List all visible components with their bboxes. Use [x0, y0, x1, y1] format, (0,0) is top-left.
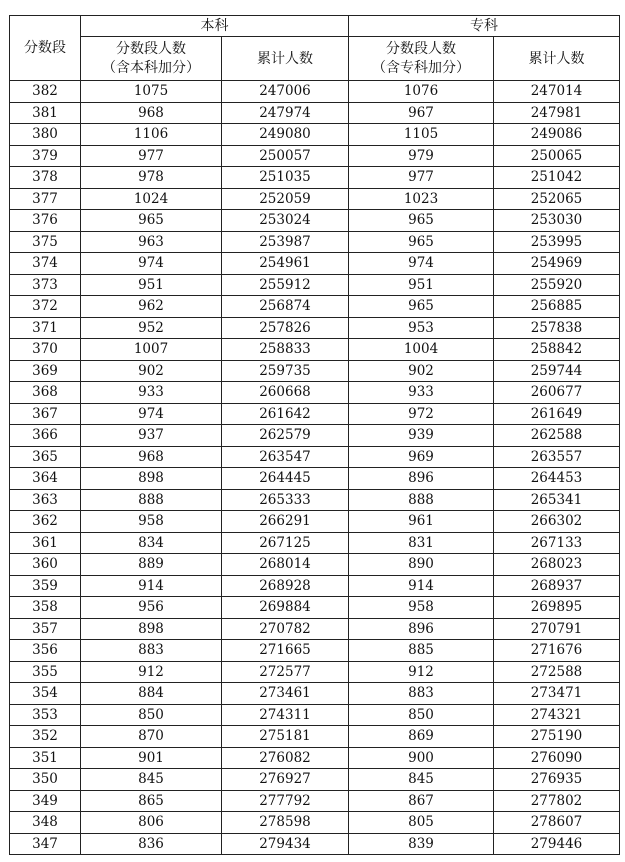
table-row — [10, 145, 620, 167]
score-cell: 353 — [10, 704, 81, 726]
vocational-count-cell: 805 — [349, 812, 494, 834]
vocational-group-header: 专科 — [349, 16, 620, 37]
table-row — [10, 812, 620, 834]
vocational-count-cell: 869 — [349, 726, 494, 748]
undergraduate-count-cell: 884 — [81, 683, 222, 705]
undergraduate-cumulative-cell: 276927 — [222, 769, 349, 791]
table-row — [10, 683, 620, 705]
table-row — [10, 253, 620, 275]
undergraduate-count-cell: 978 — [81, 167, 222, 189]
vocational-count-cell: 961 — [349, 511, 494, 533]
score-cell: 360 — [10, 554, 81, 576]
undergraduate-count-header-line2: （含本科加分） — [102, 59, 200, 76]
vocational-count-cell: 1076 — [349, 81, 494, 103]
undergraduate-count-cell: 898 — [81, 468, 222, 490]
table-row — [10, 382, 620, 404]
undergraduate-cumulative-cell: 247006 — [222, 81, 349, 103]
vocational-count-cell: 951 — [349, 274, 494, 296]
vocational-cumulative-cell: 251042 — [494, 167, 620, 189]
undergraduate-count-cell: 956 — [81, 597, 222, 619]
undergraduate-count-cell: 850 — [81, 704, 222, 726]
undergraduate-count-cell: 865 — [81, 790, 222, 812]
table-row — [10, 274, 620, 296]
table-row — [10, 468, 620, 490]
vocational-count-header-line1: 分数段人数 — [386, 40, 456, 57]
vocational-count-cell: 979 — [349, 145, 494, 167]
undergraduate-count-cell: 963 — [81, 231, 222, 253]
vocational-cumulative-cell: 258842 — [494, 339, 620, 361]
vocational-cumulative-cell: 254969 — [494, 253, 620, 275]
vocational-cumulative-cell: 265341 — [494, 489, 620, 511]
table-row — [10, 661, 620, 683]
score-cell: 370 — [10, 339, 81, 361]
vocational-cumulative-cell: 257838 — [494, 317, 620, 339]
vocational-count-cell: 1023 — [349, 188, 494, 210]
vocational-cumulative-cell: 278607 — [494, 812, 620, 834]
score-column-header: 分数段 — [10, 16, 81, 81]
undergraduate-cumulative-cell: 259735 — [222, 360, 349, 382]
undergraduate-count-cell: 977 — [81, 145, 222, 167]
undergraduate-cumulative-cell: 250057 — [222, 145, 349, 167]
vocational-cumulative-cell: 269895 — [494, 597, 620, 619]
vocational-count-cell: 939 — [349, 425, 494, 447]
undergraduate-count-cell: 845 — [81, 769, 222, 791]
header-group-row — [10, 16, 620, 37]
table-row — [10, 833, 620, 855]
undergraduate-cumulative-cell: 271665 — [222, 640, 349, 662]
score-cell: 365 — [10, 446, 81, 468]
table-row — [10, 532, 620, 554]
undergraduate-count-cell: 968 — [81, 446, 222, 468]
undergraduate-count-cell: 806 — [81, 812, 222, 834]
table-row — [10, 360, 620, 382]
undergraduate-count-cell: 965 — [81, 210, 222, 232]
undergraduate-cumulative-cell: 275181 — [222, 726, 349, 748]
undergraduate-cumulative-cell: 268014 — [222, 554, 349, 576]
vocational-cumulative-cell: 261649 — [494, 403, 620, 425]
table-row — [10, 102, 620, 124]
vocational-cumulative-cell: 279446 — [494, 833, 620, 855]
undergraduate-cumulative-cell: 255912 — [222, 274, 349, 296]
vocational-cumulative-cell: 266302 — [494, 511, 620, 533]
score-cell: 377 — [10, 188, 81, 210]
vocational-cumulative-cell: 255920 — [494, 274, 620, 296]
vocational-count-cell: 1004 — [349, 339, 494, 361]
score-cell: 362 — [10, 511, 81, 533]
table-row — [10, 425, 620, 447]
vocational-count-cell: 965 — [349, 296, 494, 318]
vocational-count-cell: 850 — [349, 704, 494, 726]
score-cell: 354 — [10, 683, 81, 705]
undergraduate-cumulative-cell: 247974 — [222, 102, 349, 124]
vocational-count-cell: 969 — [349, 446, 494, 468]
score-cell: 355 — [10, 661, 81, 683]
undergraduate-cumulative-cell: 273461 — [222, 683, 349, 705]
table-row — [10, 446, 620, 468]
undergraduate-count-cell: 974 — [81, 253, 222, 275]
table-row — [10, 403, 620, 425]
vocational-cumulative-cell: 272588 — [494, 661, 620, 683]
table-row — [10, 339, 620, 361]
table-header — [10, 16, 620, 81]
undergraduate-count-header-line1: 分数段人数 — [116, 40, 186, 57]
score-cell: 372 — [10, 296, 81, 318]
undergraduate-count-cell: 1075 — [81, 81, 222, 103]
undergraduate-cumulative-cell: 249080 — [222, 124, 349, 146]
score-cell: 361 — [10, 532, 81, 554]
undergraduate-count-cell: 952 — [81, 317, 222, 339]
vocational-cumulative-cell: 253995 — [494, 231, 620, 253]
table-row — [10, 704, 620, 726]
table-row — [10, 489, 620, 511]
undergraduate-count-cell: 870 — [81, 726, 222, 748]
vocational-count-cell: 958 — [349, 597, 494, 619]
score-cell: 367 — [10, 403, 81, 425]
vocational-count-cell: 896 — [349, 618, 494, 640]
vocational-cumulative-cell: 268937 — [494, 575, 620, 597]
vocational-count-cell: 965 — [349, 231, 494, 253]
undergraduate-cumulative-cell: 258833 — [222, 339, 349, 361]
undergraduate-cumulative-cell: 261642 — [222, 403, 349, 425]
table-row — [10, 618, 620, 640]
undergraduate-count-cell: 1024 — [81, 188, 222, 210]
score-cell: 380 — [10, 124, 81, 146]
undergraduate-count-cell: 933 — [81, 382, 222, 404]
vocational-cumulative-cell: 271676 — [494, 640, 620, 662]
vocational-cumulative-cell: 264453 — [494, 468, 620, 490]
table-row — [10, 317, 620, 339]
table-row — [10, 231, 620, 253]
vocational-count-cell: 902 — [349, 360, 494, 382]
vocational-cumulative-cell: 247014 — [494, 81, 620, 103]
undergraduate-count-cell: 836 — [81, 833, 222, 855]
vocational-cumulative-cell: 250065 — [494, 145, 620, 167]
vocational-count-cell: 974 — [349, 253, 494, 275]
undergraduate-count-cell: 1007 — [81, 339, 222, 361]
vocational-cumulative-cell: 253030 — [494, 210, 620, 232]
undergraduate-count-cell: 834 — [81, 532, 222, 554]
vocational-count-cell: 972 — [349, 403, 494, 425]
undergraduate-cumulative-cell: 267125 — [222, 532, 349, 554]
undergraduate-cumulative-cell: 268928 — [222, 575, 349, 597]
score-cell: 350 — [10, 769, 81, 791]
vocational-count-header-line2: （含专科加分） — [372, 59, 470, 76]
table-row — [10, 511, 620, 533]
undergraduate-cumulative-cell: 270782 — [222, 618, 349, 640]
score-cell: 382 — [10, 81, 81, 103]
vocational-cumulative-cell: 249086 — [494, 124, 620, 146]
table-row — [10, 790, 620, 812]
undergraduate-count-cell: 962 — [81, 296, 222, 318]
undergraduate-cumulative-cell: 265333 — [222, 489, 349, 511]
score-cell: 376 — [10, 210, 81, 232]
undergraduate-count-cell: 912 — [81, 661, 222, 683]
undergraduate-count-cell: 889 — [81, 554, 222, 576]
undergraduate-cumulative-cell: 277792 — [222, 790, 349, 812]
vocational-count-cell: 845 — [349, 769, 494, 791]
vocational-cumulative-cell: 270791 — [494, 618, 620, 640]
vocational-count-cell: 831 — [349, 532, 494, 554]
vocational-count-cell: 914 — [349, 575, 494, 597]
vocational-count-cell: 912 — [349, 661, 494, 683]
score-cell: 369 — [10, 360, 81, 382]
score-cell: 359 — [10, 575, 81, 597]
vocational-cumulative-cell: 277802 — [494, 790, 620, 812]
undergraduate-cumulative-cell: 253024 — [222, 210, 349, 232]
table-row — [10, 747, 620, 769]
undergraduate-count-cell: 1106 — [81, 124, 222, 146]
vocational-count-cell: 885 — [349, 640, 494, 662]
undergraduate-cumulative-cell: 264445 — [222, 468, 349, 490]
table-row — [10, 124, 620, 146]
vocational-cumulative-header: 累计人数 — [494, 37, 620, 81]
table-row — [10, 575, 620, 597]
table-row — [10, 769, 620, 791]
undergraduate-cumulative-header: 累计人数 — [222, 37, 349, 81]
vocational-count-cell: 967 — [349, 102, 494, 124]
score-cell: 348 — [10, 812, 81, 834]
undergraduate-cumulative-cell: 279434 — [222, 833, 349, 855]
table-row — [10, 167, 620, 189]
undergraduate-cumulative-cell: 260668 — [222, 382, 349, 404]
vocational-cumulative-cell: 260677 — [494, 382, 620, 404]
score-cell: 349 — [10, 790, 81, 812]
undergraduate-cumulative-cell: 276082 — [222, 747, 349, 769]
undergraduate-count-cell: 883 — [81, 640, 222, 662]
score-cell: 379 — [10, 145, 81, 167]
undergraduate-cumulative-cell: 274311 — [222, 704, 349, 726]
score-cell: 378 — [10, 167, 81, 189]
score-cell: 368 — [10, 382, 81, 404]
undergraduate-cumulative-cell: 278598 — [222, 812, 349, 834]
undergraduate-count-cell: 888 — [81, 489, 222, 511]
score-cell: 371 — [10, 317, 81, 339]
vocational-cumulative-cell: 263557 — [494, 446, 620, 468]
table-row — [10, 554, 620, 576]
score-cell: 347 — [10, 833, 81, 855]
score-cell: 375 — [10, 231, 81, 253]
vocational-cumulative-cell: 268023 — [494, 554, 620, 576]
vocational-cumulative-cell: 256885 — [494, 296, 620, 318]
vocational-count-cell: 896 — [349, 468, 494, 490]
score-cell: 374 — [10, 253, 81, 275]
undergraduate-group-header: 本科 — [81, 16, 349, 37]
undergraduate-count-cell: 901 — [81, 747, 222, 769]
header-sub-row — [10, 37, 620, 81]
vocational-count-cell: 965 — [349, 210, 494, 232]
undergraduate-count-cell: 951 — [81, 274, 222, 296]
score-cell: 364 — [10, 468, 81, 490]
undergraduate-count-cell: 902 — [81, 360, 222, 382]
undergraduate-cumulative-cell: 251035 — [222, 167, 349, 189]
vocational-count-cell: 900 — [349, 747, 494, 769]
vocational-cumulative-cell: 267133 — [494, 532, 620, 554]
vocational-cumulative-cell: 273471 — [494, 683, 620, 705]
undergraduate-cumulative-cell: 253987 — [222, 231, 349, 253]
vocational-count-cell: 839 — [349, 833, 494, 855]
undergraduate-count-header — [81, 37, 222, 81]
score-cell: 358 — [10, 597, 81, 619]
table-row — [10, 597, 620, 619]
vocational-count-cell: 890 — [349, 554, 494, 576]
vocational-count-cell: 883 — [349, 683, 494, 705]
vocational-count-header — [349, 37, 494, 81]
score-cell: 366 — [10, 425, 81, 447]
undergraduate-cumulative-cell: 269884 — [222, 597, 349, 619]
score-cell: 352 — [10, 726, 81, 748]
vocational-cumulative-cell: 274321 — [494, 704, 620, 726]
table-row — [10, 726, 620, 748]
undergraduate-count-cell: 958 — [81, 511, 222, 533]
vocational-count-cell: 933 — [349, 382, 494, 404]
score-cell: 351 — [10, 747, 81, 769]
table-row — [10, 640, 620, 662]
vocational-cumulative-cell: 259744 — [494, 360, 620, 382]
vocational-cumulative-cell: 252065 — [494, 188, 620, 210]
undergraduate-count-cell: 898 — [81, 618, 222, 640]
vocational-count-cell: 1105 — [349, 124, 494, 146]
undergraduate-cumulative-cell: 252059 — [222, 188, 349, 210]
vocational-cumulative-cell: 275190 — [494, 726, 620, 748]
table-row — [10, 296, 620, 318]
undergraduate-cumulative-cell: 254961 — [222, 253, 349, 275]
undergraduate-cumulative-cell: 257826 — [222, 317, 349, 339]
undergraduate-cumulative-cell: 263547 — [222, 446, 349, 468]
vocational-cumulative-cell: 247981 — [494, 102, 620, 124]
vocational-cumulative-cell: 262588 — [494, 425, 620, 447]
undergraduate-count-cell: 914 — [81, 575, 222, 597]
vocational-count-cell: 977 — [349, 167, 494, 189]
vocational-cumulative-cell: 276935 — [494, 769, 620, 791]
score-cell: 356 — [10, 640, 81, 662]
score-cell: 363 — [10, 489, 81, 511]
table-row — [10, 81, 620, 103]
undergraduate-cumulative-cell: 256874 — [222, 296, 349, 318]
score-cell: 381 — [10, 102, 81, 124]
table-row — [10, 210, 620, 232]
vocational-count-cell: 953 — [349, 317, 494, 339]
table-row — [10, 188, 620, 210]
score-distribution-table — [9, 15, 620, 855]
table-body — [10, 81, 620, 855]
undergraduate-cumulative-cell: 266291 — [222, 511, 349, 533]
vocational-count-cell: 888 — [349, 489, 494, 511]
undergraduate-count-cell: 974 — [81, 403, 222, 425]
vocational-count-cell: 867 — [349, 790, 494, 812]
undergraduate-cumulative-cell: 262579 — [222, 425, 349, 447]
score-cell: 373 — [10, 274, 81, 296]
score-cell: 357 — [10, 618, 81, 640]
undergraduate-cumulative-cell: 272577 — [222, 661, 349, 683]
undergraduate-count-cell: 937 — [81, 425, 222, 447]
undergraduate-count-cell: 968 — [81, 102, 222, 124]
vocational-cumulative-cell: 276090 — [494, 747, 620, 769]
